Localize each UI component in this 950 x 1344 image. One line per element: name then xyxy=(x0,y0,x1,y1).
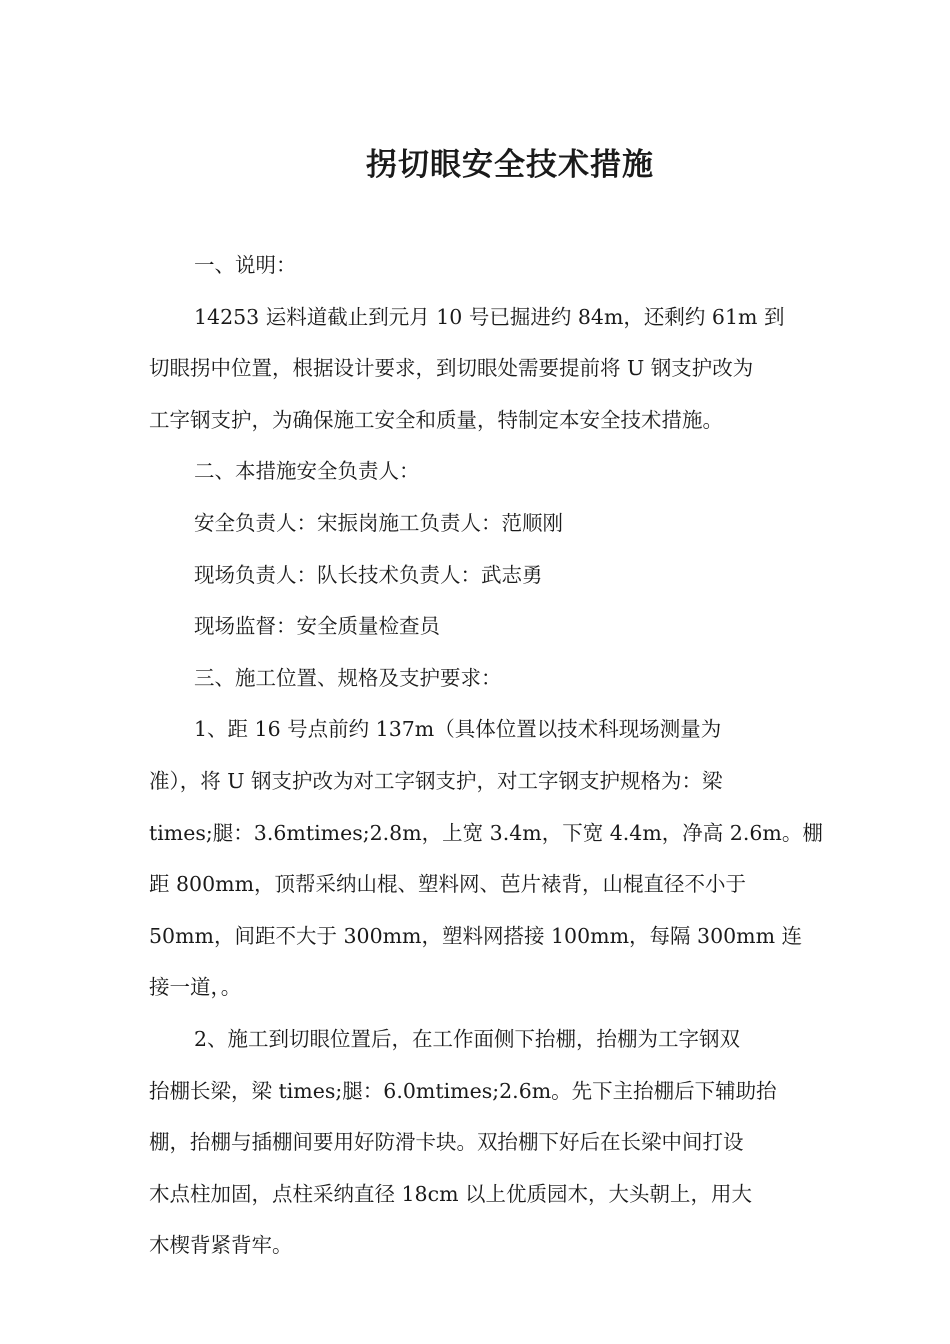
body-line: 三、施工位置、规格及支护要求： xyxy=(194,665,502,690)
body-line: 一、说明： xyxy=(194,253,297,277)
body-line: 棚，抬棚与插棚间要用好防滑卡块。双抬棚下好后在长梁中间打设 xyxy=(149,1130,744,1155)
body-line: 2、施工到切眼位置后，在工作面侧下抬棚，抬棚为工字钢双 xyxy=(194,1026,741,1051)
body-line: 二、本措施安全负责人： xyxy=(194,459,420,484)
body-line: 50mm，间距不大于 300mm，塑料网搭接 100mm，每隔 300mm 连 xyxy=(149,923,803,948)
body-line: 现场监督：安全质量检查员 xyxy=(194,614,440,639)
body-line: 木点柱加固，点柱采纳直径 18cm 以上优质园木，大头朝上，用大 xyxy=(149,1181,753,1206)
body-line: 准），将 U 钢支护改为对工字钢支护，对工字钢支护规格为：梁 xyxy=(149,768,723,793)
body-line: 接一道，。 xyxy=(149,975,242,1000)
body-line: 工字钢支护，为确保施工安全和质量，特制定本安全技术措施。 xyxy=(149,407,723,432)
document-body xyxy=(149,240,823,1272)
document-title: 拐切眼安全技术措施 xyxy=(366,146,654,183)
body-line: 切眼拐中位置，根据设计要求，到切眼处需要提前将 U 钢支护改为 xyxy=(149,356,754,381)
body-line: 距 800mm，顶帮采纳山棍、塑料网、芭片裱背，山棍直径不小于 xyxy=(149,872,747,897)
body-line: 14253 运料道截止到元月 10 号已掘进约 84m，还剩约 61m 到 xyxy=(194,304,785,329)
body-line: 抬棚长梁，梁 times;腿：6.0mtimes;2.6m。先下主抬棚后下辅助抬 xyxy=(149,1078,777,1103)
body-line: times;腿：3.6mtimes;2.8m，上宽 3.4m，下宽 4.4m，净高 2.6m。棚 xyxy=(149,820,823,845)
body-line: 1、距 16 号点前约 137m（具体位置以技术科现场测量为 xyxy=(194,717,722,742)
body-line: 木楔背紧背牢。 xyxy=(149,1233,293,1258)
body-line: 现场负责人：队长技术负责人：武志勇 xyxy=(194,562,543,587)
body-line: 安全负责人：宋振岗施工负责人：范顺刚 xyxy=(194,510,563,535)
